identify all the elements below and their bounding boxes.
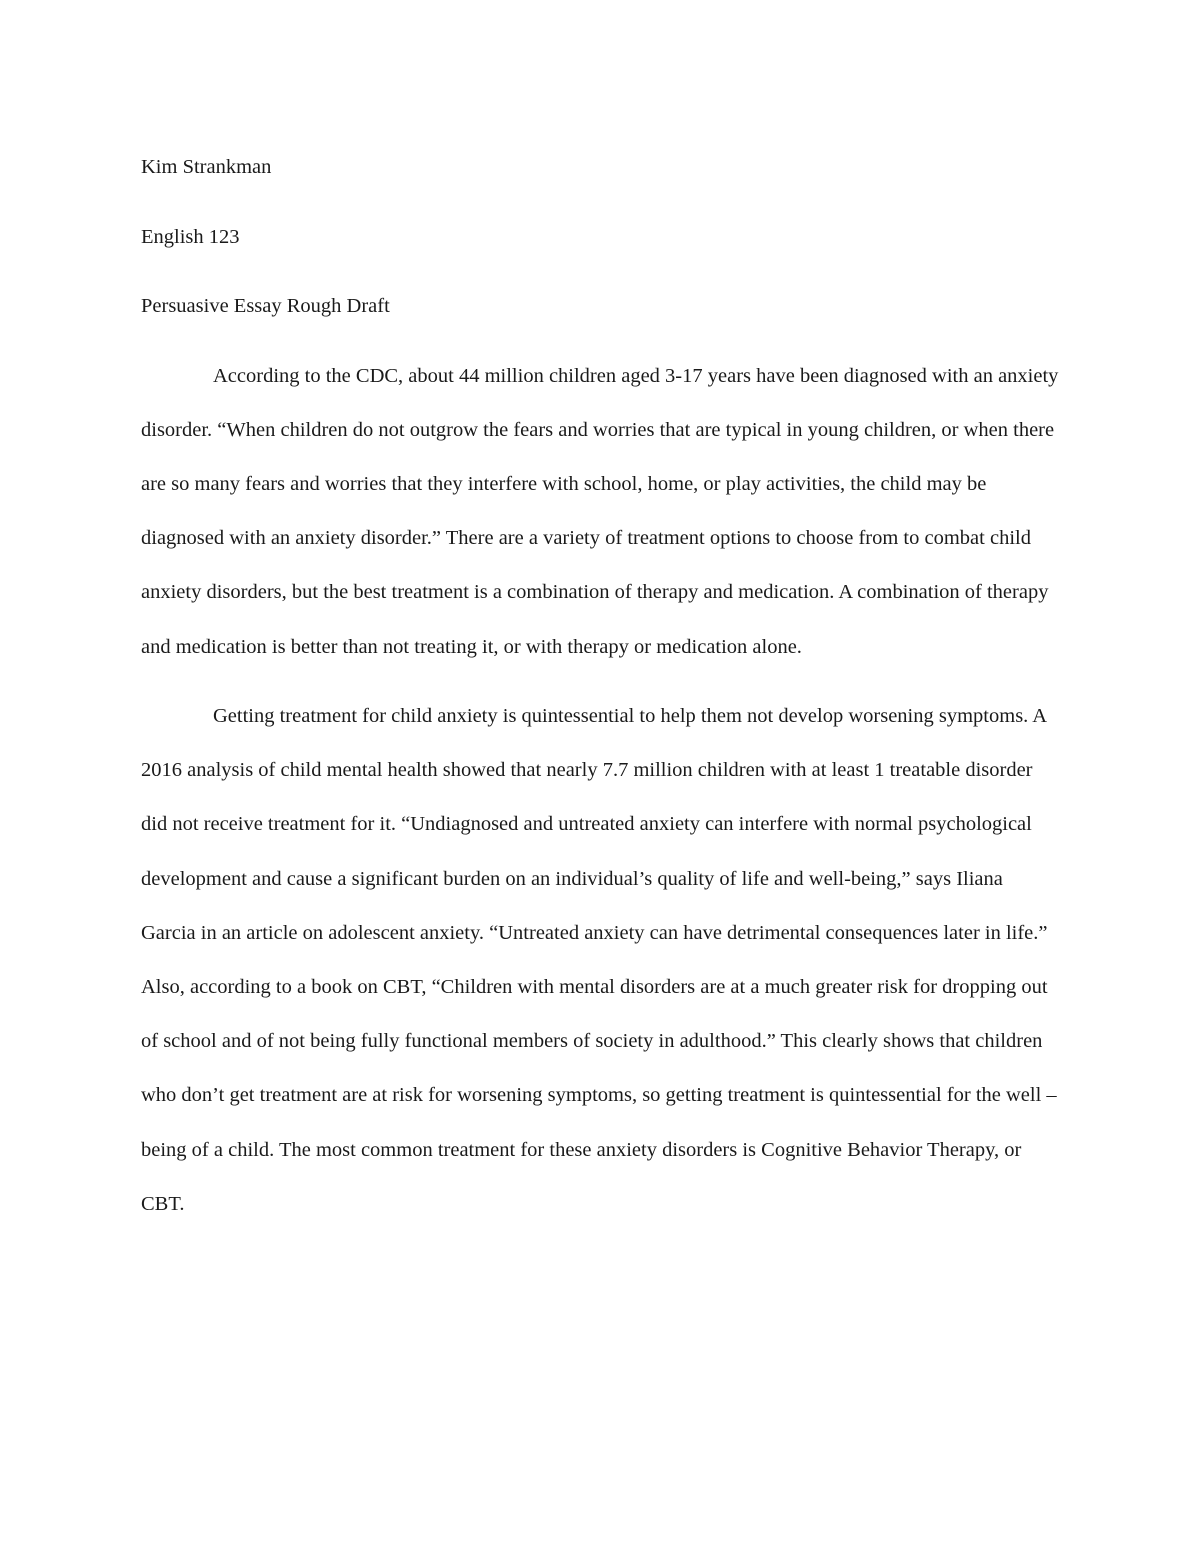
- body-paragraph: According to the CDC, about 44 million children aged 3-17 years have been diagnosed with an anxiety disorder. “When children do not outgrow the fears and worries that are typical in young children, or when there are so many fears and worries that they interfere with school, home, or play activities, the child may be diagnosed with an anxiety disorder.” There are a variety of treatment options to choose from to combat child anxiety disorders, but the best treatment is a combination of therapy and medication. A combination of therapy and medication is better than not treating it, or with therapy or medication alone.: [141, 364, 1059, 658]
- course-name: English 123: [141, 225, 240, 248]
- author-name: Kim Strankman: [141, 156, 272, 178]
- essay-title: Persuasive Essay Rough Draft: [141, 295, 390, 317]
- body-paragraph: Getting treatment for child anxiety is quintessential to help them not develop worsening symptoms. A 2016 analysis of child mental health showed that nearly 7.7 million children with at least 1 treatable disorder did not receive treatment for it. “Undiagnosed and untreated anxiety can interfere with normal psychological development and cause a significant burden on an individual’s quality of life and well-being,” says Iliana Garcia in an article on adolescent anxiety. “Untreated anxiety can have detrimental consequences later in life.” Also, according to a book on CBT, “Children with mental disorders are at a much greater risk for dropping out of school and of not being fully functional members of society in adulthood.” This clearly shows that children who don’t get treatment are at risk for worsening symptoms, so getting treatment is quintessential for the well – being of a child. The most common treatment for these anxiety disorders is Cognitive Behavior Therapy, or CBT.: [141, 705, 1057, 1215]
- essay-text: [141, 140, 1061, 1246]
